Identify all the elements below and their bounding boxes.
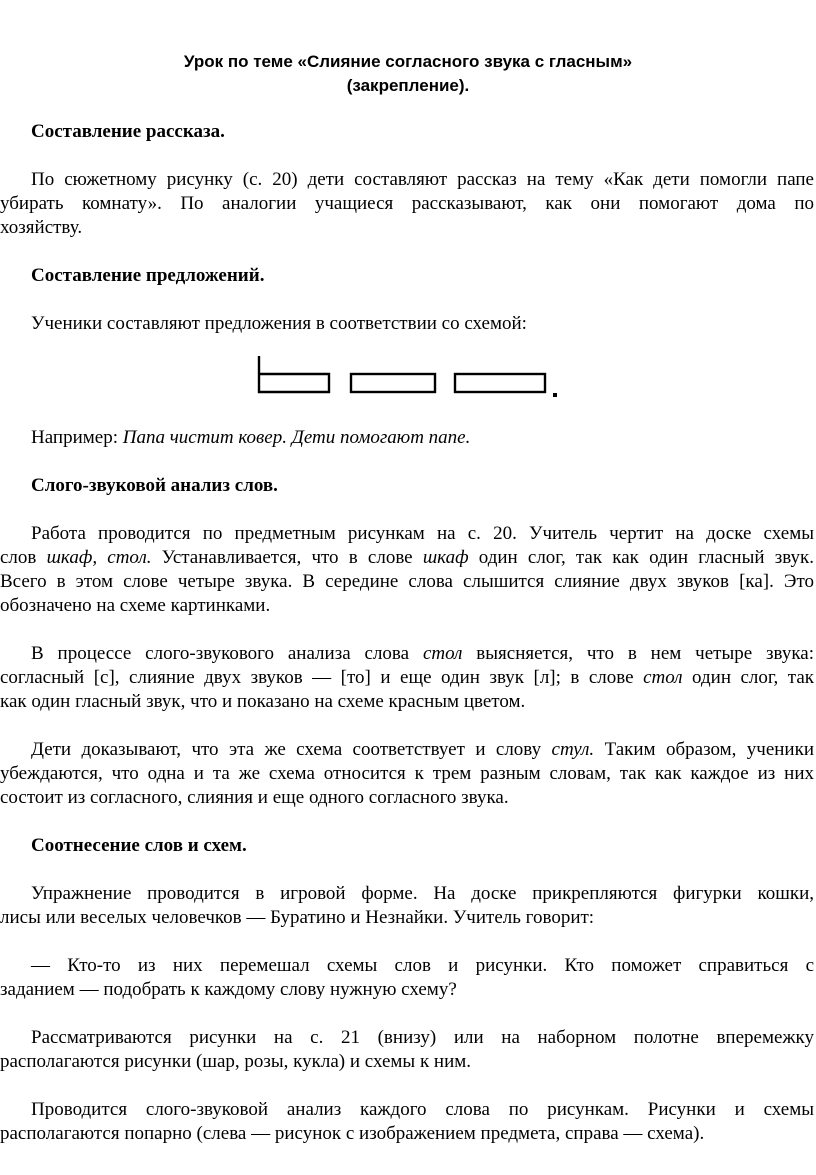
text-run-italic: стол xyxy=(422,643,463,664)
text-run: Устанавливается, что в слове xyxy=(151,547,423,568)
paragraph-line: хозяйству. xyxy=(0,217,83,238)
paragraph-line: — Кто-то из них перемешал схемы слов и рисунки. Кто поможет справиться с xyxy=(31,955,814,976)
example-sentences: Папа чистит ковер. Дети помогают папе. xyxy=(122,427,471,448)
text-run-italic: шкаф xyxy=(422,547,469,568)
paragraph-line: убирать комнату». По аналогии учащиеся рассказывают, как они помогают дома по xyxy=(0,193,814,214)
paragraph-line: как один гласный звук, что и показано на схеме красным цветом. xyxy=(0,691,526,712)
scheme-box-first-word xyxy=(259,356,329,392)
paragraph-line: Рассматриваются рисунки на с. 21 (внизу) или на наборном полотне вперемежку xyxy=(31,1027,814,1048)
paragraph-line xyxy=(31,642,814,666)
lesson-title-line-1: Урок по теме «Слияние согласного звука с гласным» xyxy=(183,52,633,71)
paragraph-line: располагаются попарно (слева — рисунок с изображением предмета, справа — схема). xyxy=(0,1123,705,1144)
paragraph-line: Работа проводится по предметным рисункам на с. 20. Учитель чертит на доске схемы xyxy=(31,523,814,544)
paragraph-line: Ученики составляют предложения в соответствии со схемой: xyxy=(31,313,527,334)
lesson-title-line-2: (закрепление). xyxy=(346,76,470,95)
paragraph-line: располагаются рисунки (шар, розы, кукла) и схемы к ним. xyxy=(0,1051,472,1072)
text-run-italic: стол xyxy=(643,667,683,688)
text-run-italic: шкаф, стол. xyxy=(46,547,152,568)
sentence-scheme xyxy=(255,352,565,402)
paragraph-line: лисы или веселых человечков — Буратино и Незнайки. Учитель говорит: xyxy=(0,907,595,928)
text-run-italic: стул. xyxy=(551,739,595,760)
text-run: Дети доказывают, что эта же схема соответствует и слову xyxy=(31,739,552,760)
example-line xyxy=(31,426,814,450)
text-run: выясняется, что в нем четыре звука: xyxy=(462,643,814,664)
paragraph-line xyxy=(0,546,814,570)
scheme-period-dot xyxy=(553,393,557,397)
paragraph-line: По сюжетному рисунку (с. 20) дети составляют рассказ на тему «Как дети помогли папе xyxy=(31,169,814,190)
text-run: один слог, так xyxy=(682,667,814,688)
scheme-box-word xyxy=(455,374,545,392)
paragraph-line: заданием — подобрать к каждому слову нужную схему? xyxy=(0,979,457,1000)
paragraph-line: Всего в этом слове четыре звука. В середине слова слышится слияние двух звуков [ка]. Это xyxy=(0,571,814,592)
paragraph-line: Упражнение проводится в игровой форме. На доске прикрепляются фигурки кошки, xyxy=(31,883,814,904)
heading-matching: Соотнесение слов и схем. xyxy=(31,835,247,856)
heading-analysis: Слого-звуковой анализ слов. xyxy=(31,475,278,496)
text-run: Таким образом, ученики xyxy=(594,739,814,760)
text-run: один слог, так как один гласный звук. xyxy=(468,547,815,568)
text-run: слов xyxy=(0,547,47,568)
heading-sentences: Составление предложений. xyxy=(31,265,265,286)
paragraph-line: обозначено на схеме картинками. xyxy=(0,595,271,616)
paragraph-line: состоит из согласного, слияния и еще одного согласного звука. xyxy=(0,787,509,808)
paragraph-line xyxy=(0,666,814,690)
scheme-box-word xyxy=(351,374,435,392)
example-label: Например: xyxy=(31,427,123,448)
paragraph-line xyxy=(31,738,814,762)
paragraph-line: Проводится слого-звуковой анализ каждого слова по рисункам. Рисунки и схемы xyxy=(31,1099,814,1120)
text-run: согласный [с], слияние двух звуков — [то] и еще один звук [л]; в слове xyxy=(0,667,644,688)
text-run: В процессе слого-звукового анализа слова xyxy=(31,643,423,664)
paragraph-line: убеждаются, что одна и та же схема относится к трем разным словам, так как каждое из них xyxy=(0,763,814,784)
heading-story: Составление рассказа. xyxy=(31,121,225,142)
